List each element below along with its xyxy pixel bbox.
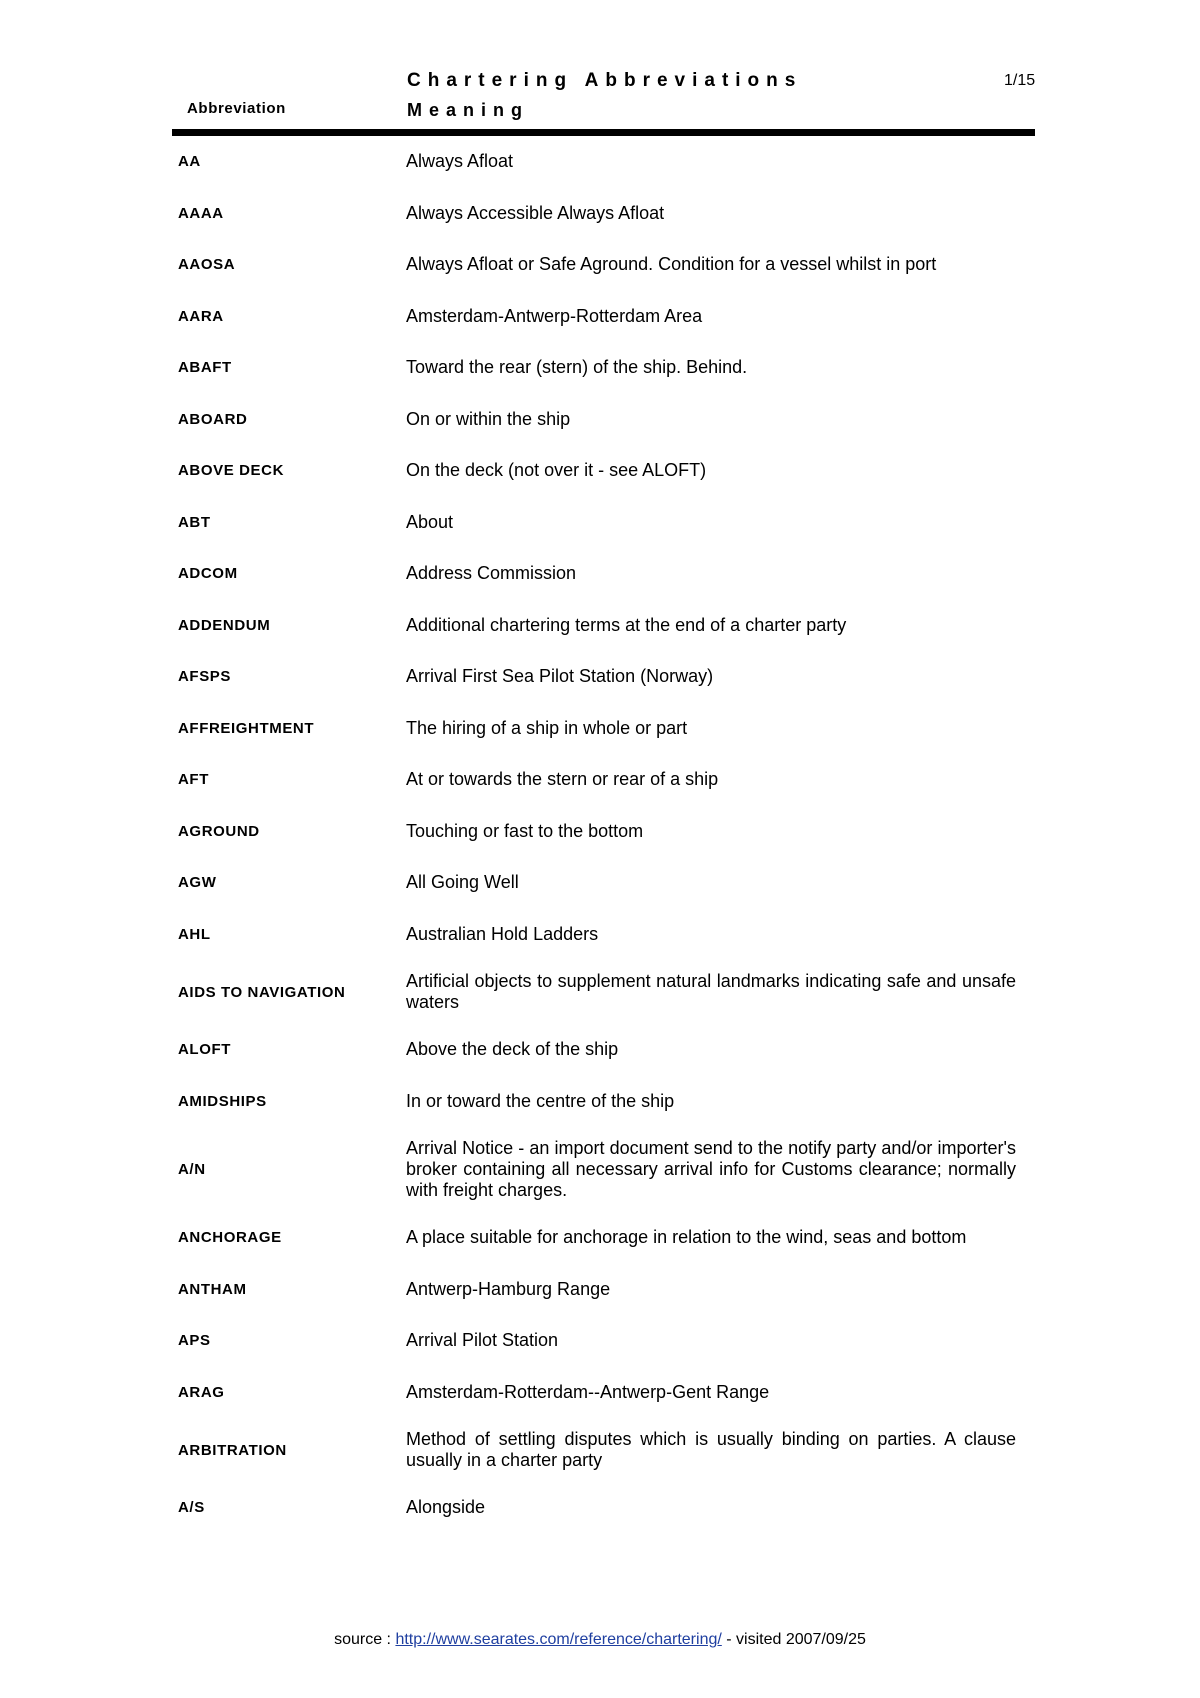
meaning-cell: Australian Hold Ladders xyxy=(406,923,599,944)
abbreviation-cell: AAAA xyxy=(178,204,224,222)
table-row xyxy=(172,1076,1035,1128)
abbreviation-cell: ABAFT xyxy=(178,359,232,377)
abbreviation-cell: AFSPS xyxy=(178,668,232,686)
meaning-cell: Toward the rear (stern) of the ship. Behind. xyxy=(406,357,748,378)
column-header-meaning: Meaning xyxy=(407,100,530,120)
source-suffix: - visited 2007/09/25 xyxy=(721,1631,866,1648)
source-link[interactable]: http://www.searates.com/reference/chartering/ xyxy=(395,1631,722,1648)
table-row xyxy=(172,651,1035,703)
source-footer xyxy=(0,1631,1200,1649)
abbreviation-cell: A/S xyxy=(178,1499,205,1517)
abbreviation-cell: ADDENDUM xyxy=(178,616,271,634)
abbreviation-cell: AFFREIGHTMENT xyxy=(178,719,315,737)
table-row xyxy=(172,1127,1035,1212)
meaning-cell: On or within the ship xyxy=(406,408,571,429)
table-row xyxy=(172,445,1035,497)
table-row xyxy=(172,188,1035,240)
meaning-cell: In or toward the centre of the ship xyxy=(406,1090,675,1111)
meaning-cell: Amsterdam-Rotterdam--Antwerp-Gent Range xyxy=(406,1381,770,1402)
abbreviation-cell: ABOVE DECK xyxy=(178,462,285,480)
abbreviation-cell: ARBITRATION xyxy=(178,1441,287,1459)
document-title: Chartering Abbreviations xyxy=(407,70,803,91)
abbreviation-cell: AHL xyxy=(178,925,211,943)
column-header-abbreviation: Abbreviation xyxy=(187,100,286,117)
meaning-cell: All Going Well xyxy=(406,872,519,893)
table-row xyxy=(172,394,1035,446)
meaning-cell: Alongside xyxy=(406,1497,486,1518)
abbreviation-cell: AFT xyxy=(178,771,209,789)
table-row xyxy=(172,600,1035,652)
meaning-cell: A place suitable for anchorage in relation to the wind, seas and bottom xyxy=(406,1227,967,1248)
table-row xyxy=(172,1367,1035,1419)
meaning-cell: Always Accessible Always Afloat xyxy=(406,202,665,223)
header-rule xyxy=(172,129,1035,136)
abbreviation-cell: ABT xyxy=(178,513,211,531)
abbreviation-cell: ABOARD xyxy=(178,410,248,428)
meaning-cell: Amsterdam-Antwerp-Rotterdam Area xyxy=(406,305,703,326)
abbreviation-cell: AGROUND xyxy=(178,822,260,840)
meaning-cell: Touching or fast to the bottom xyxy=(406,820,644,841)
meaning-cell: On the deck (not over it - see ALOFT) xyxy=(406,460,707,481)
table-row xyxy=(172,909,1035,961)
meaning-cell: Method of settling disputes which is usually binding on parties. A clause usually in a charter party xyxy=(406,1429,1016,1470)
table-row xyxy=(172,548,1035,600)
abbreviation-cell: ARAG xyxy=(178,1383,225,1401)
abbreviation-table xyxy=(172,136,1035,1534)
meaning-cell: Always Afloat or Safe Aground. Condition for a vessel whilst in port xyxy=(406,254,937,275)
meaning-cell: Arrival Notice - an import document send to the notify party and/or importer's broker containing all necessary arrival info for Customs clearance; normally with freight charges. xyxy=(406,1138,1016,1200)
abbreviation-cell: ADCOM xyxy=(178,565,238,583)
table-row xyxy=(172,1212,1035,1264)
abbreviation-cell: AAOSA xyxy=(178,256,236,274)
table-row xyxy=(172,342,1035,394)
table-row xyxy=(172,754,1035,806)
table-row xyxy=(172,1315,1035,1367)
table-row xyxy=(172,1482,1035,1534)
table-row xyxy=(172,703,1035,755)
meaning-cell: Above the deck of the ship xyxy=(406,1039,619,1060)
abbreviation-cell: A/N xyxy=(178,1161,206,1178)
abbreviation-cell: AGW xyxy=(178,874,217,892)
table-row xyxy=(172,291,1035,343)
meaning-cell: Artificial objects to supplement natural landmarks indicating safe and unsafe waters xyxy=(406,971,1016,1012)
table-row xyxy=(172,1418,1035,1482)
table-row xyxy=(172,239,1035,291)
meaning-cell: Arrival First Sea Pilot Station (Norway) xyxy=(406,666,714,687)
source-prefix: source : xyxy=(334,1631,396,1648)
meaning-cell: Address Commission xyxy=(406,563,577,584)
abbreviation-cell: AA xyxy=(178,153,201,171)
meaning-cell: At or towards the stern or rear of a ship xyxy=(406,769,719,790)
meaning-cell: About xyxy=(406,511,454,532)
table-row xyxy=(172,497,1035,549)
table-row xyxy=(172,806,1035,858)
abbreviation-cell: ALOFT xyxy=(178,1041,231,1059)
abbreviation-cell: APS xyxy=(178,1332,211,1350)
abbreviation-cell: AARA xyxy=(178,307,224,325)
meaning-cell: The hiring of a ship in whole or part xyxy=(406,717,688,738)
meaning-cell: Always Afloat xyxy=(406,151,514,172)
abbreviation-cell: ANTHAM xyxy=(178,1280,247,1298)
table-row xyxy=(172,1264,1035,1316)
meaning-cell: Additional chartering terms at the end of a charter party xyxy=(406,614,847,635)
abbreviation-cell: ANCHORAGE xyxy=(178,1229,282,1247)
page-number: 1/15 xyxy=(1004,72,1036,89)
meaning-cell: Arrival Pilot Station xyxy=(406,1330,559,1351)
abbreviation-cell: AMIDSHIPS xyxy=(178,1092,267,1110)
table-row xyxy=(172,136,1035,188)
table-row xyxy=(172,857,1035,909)
abbreviation-cell: AIDS TO NAVIGATION xyxy=(178,983,346,1001)
table-row xyxy=(172,1024,1035,1076)
table-row xyxy=(172,960,1035,1024)
meaning-cell: Antwerp-Hamburg Range xyxy=(406,1278,611,1299)
